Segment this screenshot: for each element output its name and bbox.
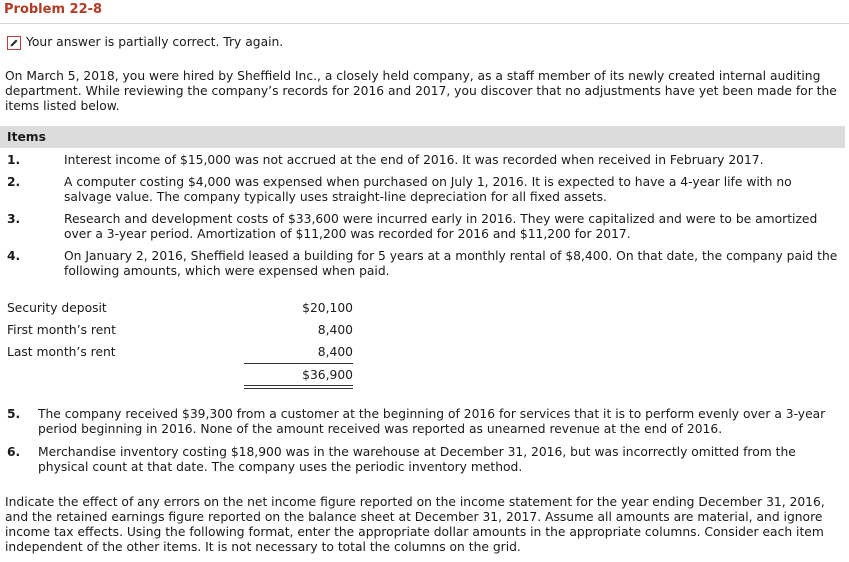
item-number: 1.: [7, 153, 21, 167]
payment-amount: 8,400: [317, 345, 353, 359]
payment-amount: 8,400: [317, 323, 353, 337]
payment-amount: $20,100: [302, 301, 353, 315]
title-divider: [0, 23, 849, 24]
payment-label: Security deposit: [7, 301, 107, 315]
double-rule-bottom: [244, 388, 353, 389]
item-number: 4.: [7, 249, 21, 263]
problem-title: Problem 22-8: [4, 2, 103, 17]
item-text: Interest income of $15,000 was not accrued at the end of 2016. It was recorded when received in February 2017.: [64, 153, 764, 167]
instructions-paragraph: Indicate the effect of any errors on the net income figure reported on the income statement for the year ending December 31, 2016, and the retained earnings figure reported on the balance sheet at December 31, 2017. Assume all amounts are material, and ignore income tax effects. Using the following format, enter the appropriate dollar amounts in the appropriate columns. Consider each item independent of the other items. It is not necessary to total the columns on the grid.: [5, 495, 825, 554]
status-text: Your answer is partially correct. Try again.: [26, 35, 284, 49]
item-text: A computer costing $4,000 was expensed when purchased on July 1, 2016. It is expected to have a 4-year life with no salvage value. The company typically uses straight-line depreciation for all fixed assets.: [64, 175, 792, 204]
payments-total: $36,900: [302, 368, 353, 382]
item-number: 6.: [7, 445, 21, 459]
intro-paragraph: On March 5, 2018, you were hired by Sheffield Inc., a closely held company, as a staff member of its newly created internal auditing department. While reviewing the company’s records for 2016 and 2017, you discover that no adjustments have yet been made for the items listed below.: [5, 69, 837, 113]
item-text: On January 2, 2016, Sheffield leased a building for 5 years at a monthly rental of $8,400. On that date, the company paid the following amounts, which were expensed when paid.: [64, 249, 838, 278]
pencil-icon: [7, 36, 21, 50]
item-text: Merchandise inventory costing $18,900 was in the warehouse at December 31, 2016, but was incorrectly omitted from the physical count at that date. The company uses the periodic inventory method.: [38, 445, 796, 474]
item-text: The company received $39,300 from a customer at the beginning of 2016 for services that it is to perform evenly over a 3-year period beginning in 2016. None of the amount received was reported as unearned revenue at the end of 2016.: [38, 407, 826, 436]
answer-status: [7, 35, 283, 50]
payment-label: Last month’s rent: [7, 345, 116, 359]
double-rule-top: [244, 385, 353, 386]
item-text: Research and development costs of $33,600 were incurred early in 2016. They were capitalized and were to be amortized over a 3-year period. Amortization of $11,200 was recorded for 2016 and $11,200 for 2017.: [64, 212, 818, 241]
item-number: 5.: [7, 407, 21, 421]
item-number: 2.: [7, 175, 21, 189]
payment-label: First month’s rent: [7, 323, 116, 337]
item-number: 3.: [7, 212, 21, 226]
items-header: Items: [0, 126, 845, 148]
total-rule: [244, 363, 353, 364]
